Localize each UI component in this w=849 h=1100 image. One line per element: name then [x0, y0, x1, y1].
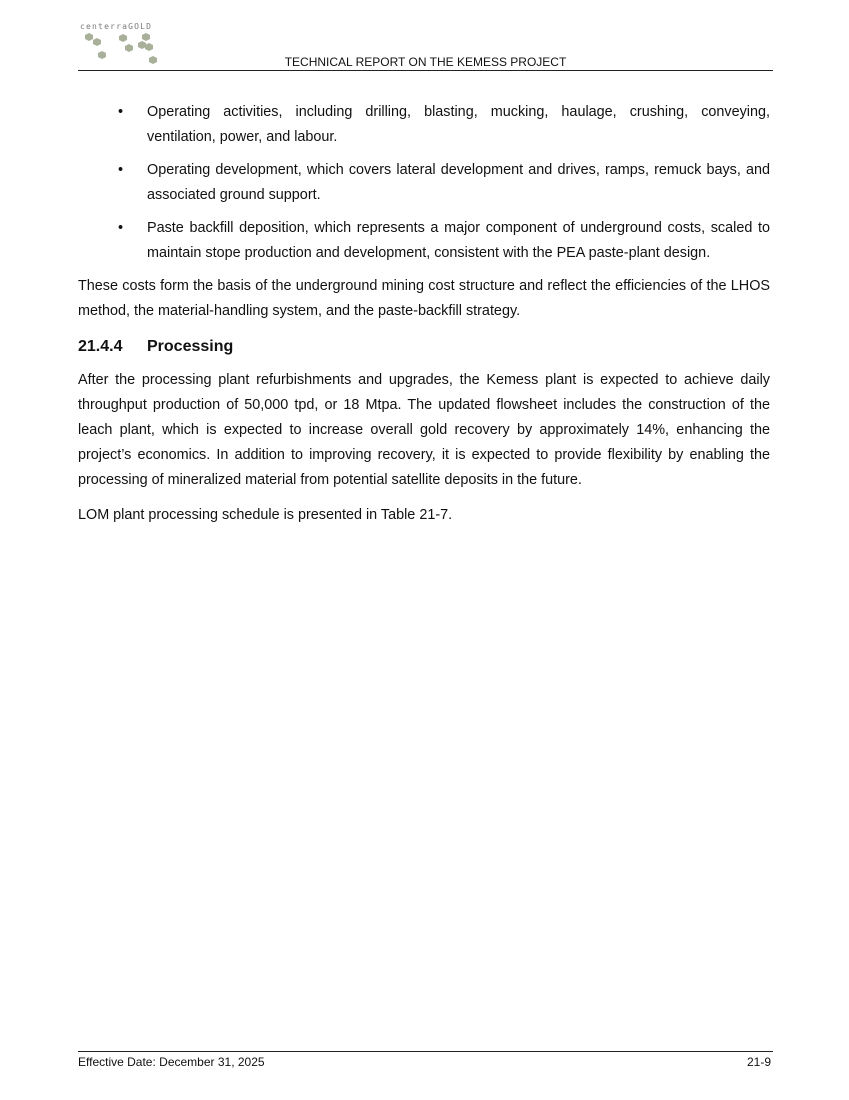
logo-text: centerraGOLD: [80, 22, 153, 31]
effective-date: Effective Date: December 31, 2025: [78, 1055, 265, 1069]
list-item: [78, 158, 770, 208]
list-item-text: Operating activities, including drilling, blasting, mucking, haulage, crushing, conveying, ventilation, power, and labour.: [147, 104, 770, 145]
bullet-icon: •: [118, 220, 124, 236]
list-item-text: Paste backfill deposition, which represents a major component of underground costs, scaled to maintain stope production and development, consistent with the PEA paste-plant design.: [147, 220, 770, 261]
cost-bullet-list: [78, 100, 770, 266]
costs-paragraph: These costs form the basis of the underground mining cost structure and reflect the efficiencies of the LHOS method, the material-handling system, and the paste-backfill strategy.: [78, 278, 770, 319]
schedule-paragraph: LOM plant processing schedule is presented in Table 21-7.: [78, 507, 453, 523]
section-number: 21.4.4: [78, 338, 123, 355]
list-item: [78, 100, 770, 150]
list-item-text: Operating development, which covers lateral development and drives, ramps, remuck bays, and associated ground support.: [147, 162, 770, 203]
processing-paragraph: After the processing plant refurbishments and upgrades, the Kemess plant is expected to achieve daily throughput production of 50,000 tpd, or 18 Mtpa. The updated flowsheet includes the construction of the leach plant, which is expected to increase overall gold recovery by approximately 14%, enhancing the project’s economics. In addition to improving recovery, it is expected to provide flexibility by enabling the processing of mineralized material from potential satellite deposits in the future.: [78, 372, 770, 488]
report-title: TECHNICAL REPORT ON THE KEMESS PROJECT: [284, 55, 567, 69]
header-divider: [78, 70, 773, 71]
section-title: Processing: [147, 338, 234, 355]
bullet-icon: •: [118, 162, 124, 178]
bullet-icon: •: [118, 104, 124, 120]
section-heading: [78, 334, 770, 360]
footer-divider: [78, 1051, 773, 1052]
list-item: [78, 216, 770, 266]
main-content: [78, 100, 770, 538]
page-number: 21-9: [746, 1055, 771, 1069]
